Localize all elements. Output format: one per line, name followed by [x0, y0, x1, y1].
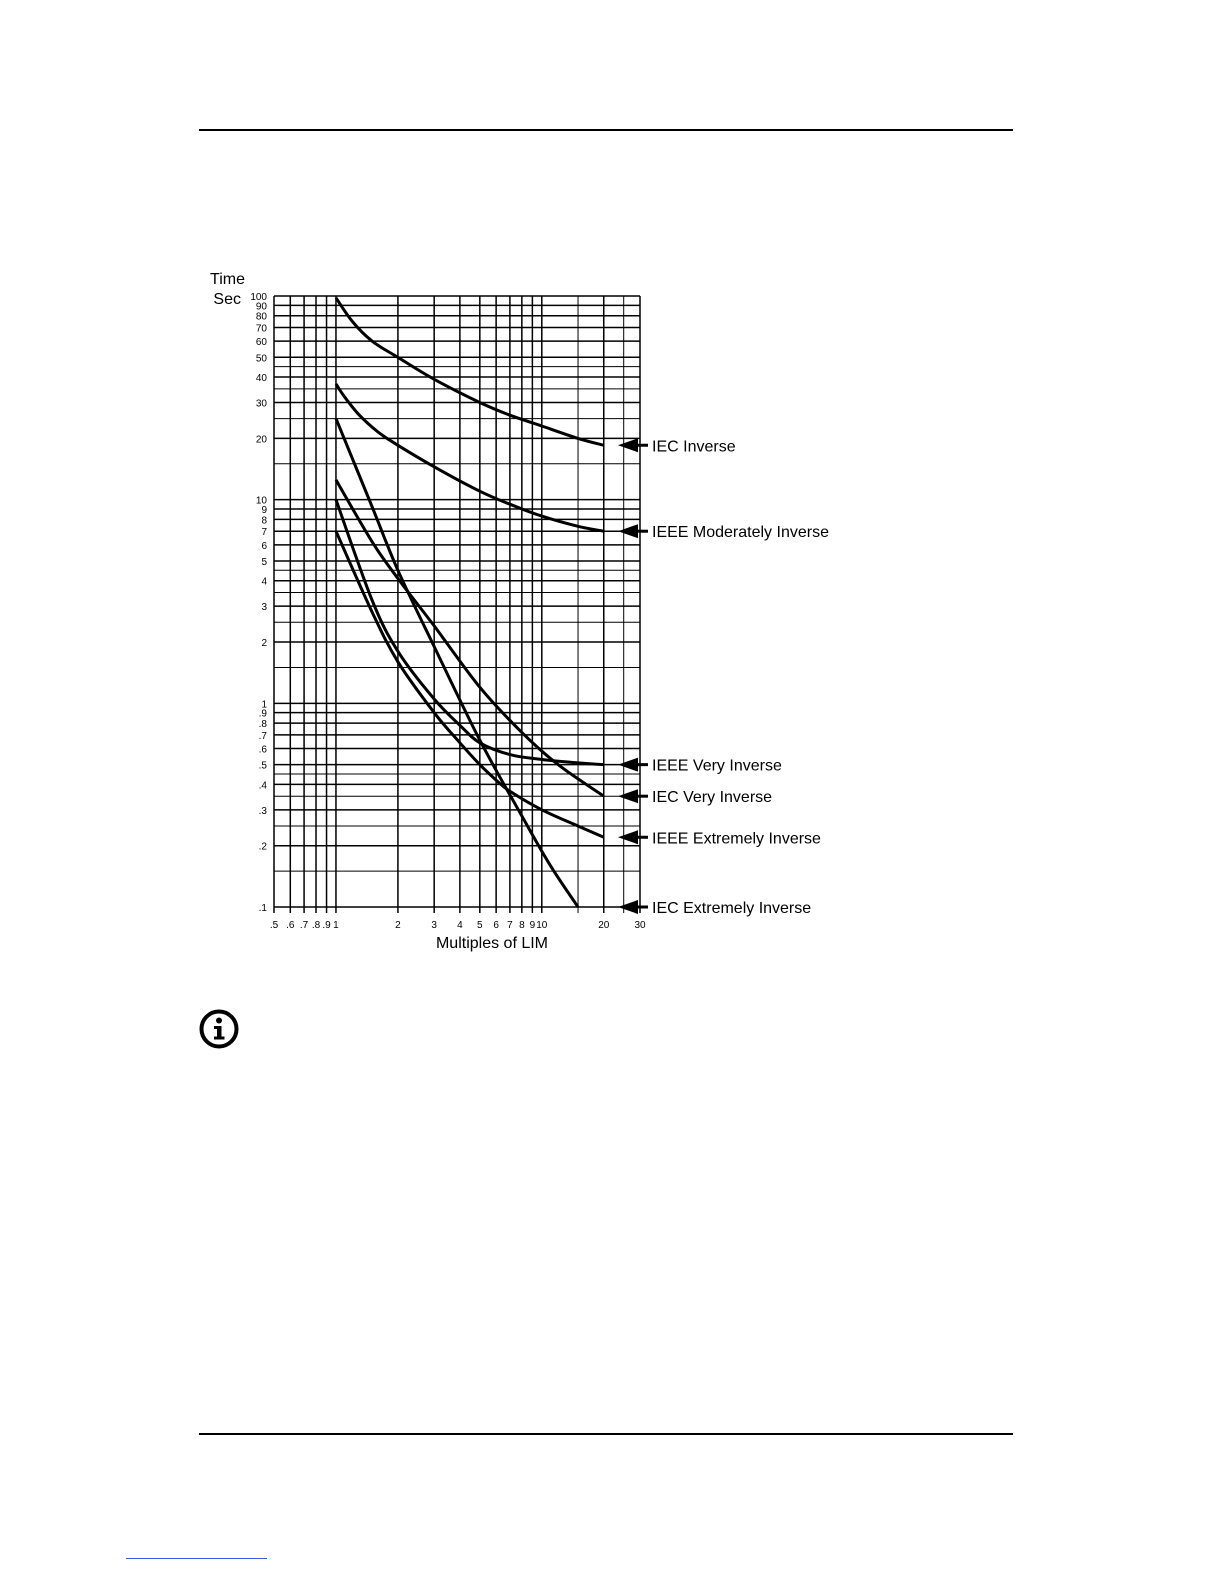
callout-arrowhead	[618, 900, 638, 914]
y-tick-label: 20	[255, 434, 267, 446]
x-tick-label: .6	[286, 920, 295, 931]
y-tick-label: .2	[258, 841, 267, 853]
y-tick-label: .6	[258, 744, 267, 756]
x-tick-label: 9	[529, 920, 536, 931]
x-tick-label: 4	[457, 920, 463, 931]
curve-label: IEC Inverse	[652, 438, 736, 456]
y-tick-label: 100	[250, 292, 267, 303]
y-tick-labels	[250, 292, 267, 914]
x-tick-label: 2	[395, 920, 401, 931]
curve-label: IEEE Moderately Inverse	[652, 524, 829, 542]
curve-label: IEC Very Inverse	[652, 789, 773, 807]
y-tick-label: 10	[255, 495, 267, 507]
y-tick-label: 90	[255, 301, 267, 313]
x-tick-label: .5	[269, 920, 279, 931]
y-tick-label: 70	[255, 323, 267, 335]
y-tick-label: 40	[255, 373, 267, 385]
y-tick-label: 6	[261, 540, 267, 552]
x-tick-labels	[270, 920, 646, 931]
curve-label: IEEE Very Inverse	[652, 757, 782, 775]
y-tick-label: 4	[261, 576, 267, 588]
y-tick-label: 7	[261, 527, 267, 539]
bottom-rule	[199, 1433, 1013, 1435]
callout-arrowhead	[618, 830, 638, 844]
x-tick-label: .7	[299, 920, 309, 931]
y-tick-label: 9	[261, 504, 267, 516]
x-tick-label: 5	[477, 920, 483, 931]
callout-arrowhead	[618, 758, 638, 772]
x-tick-label: 7	[507, 920, 513, 931]
y-tick-label: 2	[261, 638, 267, 650]
curve-ieee-extremely-inverse	[336, 531, 604, 837]
x-tick-label: .9	[322, 920, 331, 931]
x-tick-label: 20	[598, 920, 610, 931]
x-tick-label: 8	[519, 920, 525, 931]
y-tick-label: .3	[258, 805, 267, 817]
y-tick-label: 80	[255, 311, 267, 323]
y-tick-label: 50	[255, 353, 267, 365]
y-tick-label: .7	[258, 730, 267, 742]
y-tick-label: 1	[261, 699, 267, 711]
chart-grid	[274, 296, 640, 913]
y-tick-label: 8	[261, 515, 267, 527]
y-tick-label: 30	[255, 398, 267, 410]
footer-link-underline	[126, 1558, 267, 1559]
x-tick-label: 1	[333, 920, 339, 931]
y-tick-label: .9	[258, 708, 267, 720]
x-tick-label: 10	[536, 920, 548, 931]
y-tick-label: .4	[258, 780, 267, 792]
y-tick-label: 60	[255, 337, 267, 349]
callout-arrowhead	[618, 524, 638, 538]
y-tick-label: 5	[261, 556, 267, 568]
curve-ieee-very-inverse	[336, 500, 604, 765]
callout-arrowhead	[618, 789, 638, 803]
x-tick-label: 6	[493, 920, 499, 931]
y-axis-title-line2: Sec	[213, 291, 241, 308]
x-tick-label: 3	[431, 920, 437, 931]
y-tick-label: 3	[261, 602, 267, 614]
y-tick-label: .8	[258, 719, 267, 731]
callout-arrowhead	[618, 438, 638, 452]
info-icon	[198, 1008, 240, 1050]
x-tick-label: .8	[311, 920, 321, 931]
x-tick-label: 30	[634, 920, 646, 931]
curve-callouts	[618, 438, 829, 917]
y-tick-label: .1	[258, 903, 267, 914]
curve-label: IEC Extremely Inverse	[652, 900, 812, 917]
y-axis-title-line1: Time	[210, 271, 245, 288]
x-axis-title: Multiples of LIM	[435, 935, 549, 952]
curve-label: IEEE Extremely Inverse	[652, 830, 821, 848]
y-tick-label: .5	[258, 760, 267, 772]
curve-iec-inverse	[336, 298, 604, 446]
